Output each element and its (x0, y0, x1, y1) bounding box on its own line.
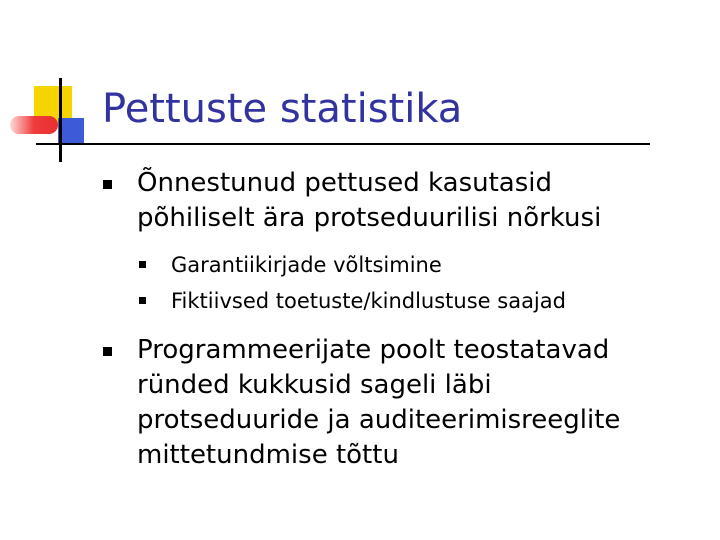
square-bullet-icon (103, 347, 112, 356)
sub-bullet-text: Fiktiivsed toetuste/kindlustuse saajad (171, 289, 566, 313)
ornament-horizontal-line (36, 143, 650, 145)
sub-bullet-item-2 (139, 286, 566, 316)
bullet-line: põhiliselt ära protseduurilisi nõrkusi (137, 203, 602, 233)
square-bullet-icon (139, 261, 146, 268)
ornament-vertical-line (59, 78, 62, 162)
bullet-line: Õnnestunud pettused kasutasid (137, 168, 552, 198)
square-bullet-icon (103, 180, 112, 189)
bullet-text (137, 333, 620, 473)
bullet-line: Programmeerijate poolt teostatavad (137, 335, 610, 365)
title-ornament-icon (0, 0, 720, 170)
bullet-item-2 (103, 333, 620, 473)
bullet-line: protseduuride ja auditeerimisreeglite (137, 405, 621, 435)
sub-bullet-item-1 (139, 250, 442, 280)
bullet-line: mittetundmise tõttu (137, 440, 399, 470)
bullet-line: ründed kukkusid sageli läbi (137, 370, 492, 400)
slide-title: Pettuste statistika (102, 86, 463, 132)
sub-bullet-text: Garantiikirjade võltsimine (171, 253, 442, 277)
bullet-text (137, 166, 601, 236)
square-bullet-icon (139, 297, 146, 304)
ornament-red-bar (10, 116, 58, 134)
bullet-item-1 (103, 166, 601, 236)
